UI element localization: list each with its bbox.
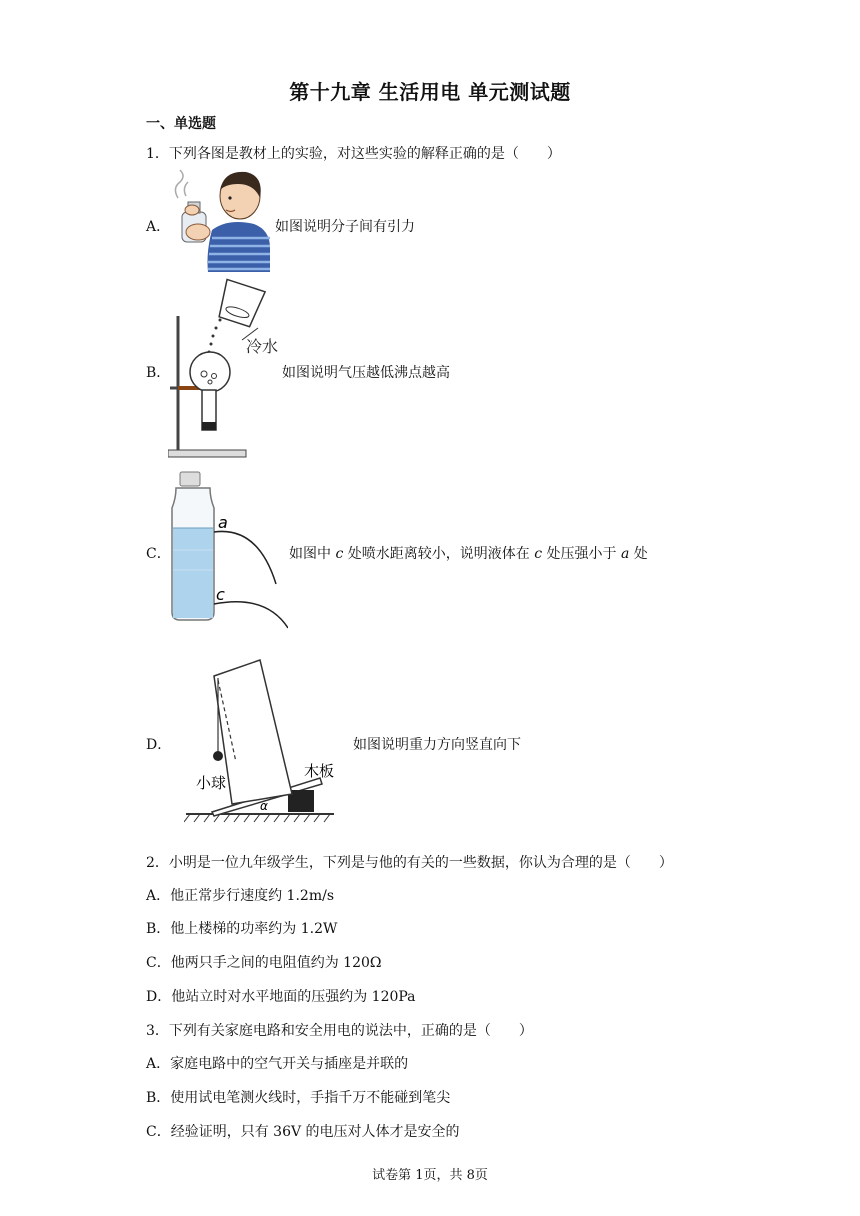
option-3c: C．经验证明，只有 36V 的电压对人体才是安全的: [146, 1124, 460, 1140]
option-3b: B．使用试电笔测火线时，手指千万不能碰到笔尖: [146, 1090, 451, 1106]
option-2a: A．他正常步行速度约 1.2m/s: [146, 888, 335, 904]
question-2-stem: 2．小明是一位九年级学生，下列是与他的有关的一些数据，你认为合理的是（ ）: [146, 855, 673, 871]
flask-cold-water-figure: [168, 276, 280, 462]
option-1a-letter: A．: [146, 219, 171, 235]
option-3a: A．家庭电路中的空气开关与插座是并联的: [146, 1056, 409, 1072]
option-1b-letter: B．: [146, 365, 171, 381]
angle-label: α: [260, 799, 268, 813]
option-1d-letter: D．: [146, 737, 172, 753]
plumb-board-figure: [184, 656, 340, 826]
option-1c-caption: 如图中 c 处喷水距离较小，说明液体在 c 处压强小于 a 处: [289, 546, 648, 562]
option-2b: B．他上楼梯的功率约为 1.2W: [146, 921, 338, 937]
jet-a-label: a: [218, 513, 228, 532]
option-1c-letter: C．: [146, 546, 171, 562]
question-3-stem: 3．下列有关家庭电路和安全用电的说法中，正确的是（ ）: [146, 1023, 533, 1039]
question-1-stem: 1．下列各图是教材上的实验，对这些实验的解释正确的是（ ）: [146, 146, 561, 162]
option-1d-caption: 如图说明重力方向竖直向下: [353, 737, 521, 753]
page-title: 第十九章 生活用电 单元测试题: [289, 80, 571, 104]
option-2c: C．他两只手之间的电阻值约为 120Ω: [146, 955, 382, 971]
water-bottle-jets-figure: [166, 470, 288, 630]
section-heading: 一、单选题: [146, 116, 216, 132]
option-1a-caption: 如图说明分子间有引力: [275, 219, 415, 235]
cold-water-label: 冷水: [246, 337, 279, 356]
board-label: 木板: [304, 762, 335, 780]
option-1b-caption: 如图说明气压越低沸点越高: [282, 365, 450, 381]
page-footer: 试卷第 1页，共 8页: [372, 1168, 488, 1183]
ball-label: 小球: [196, 774, 227, 792]
option-2d: D．他站立时对水平地面的压强约为 120Pa: [146, 989, 416, 1005]
jet-c-label: c: [216, 585, 225, 604]
boy-smelling-bottle-figure: [168, 168, 274, 274]
